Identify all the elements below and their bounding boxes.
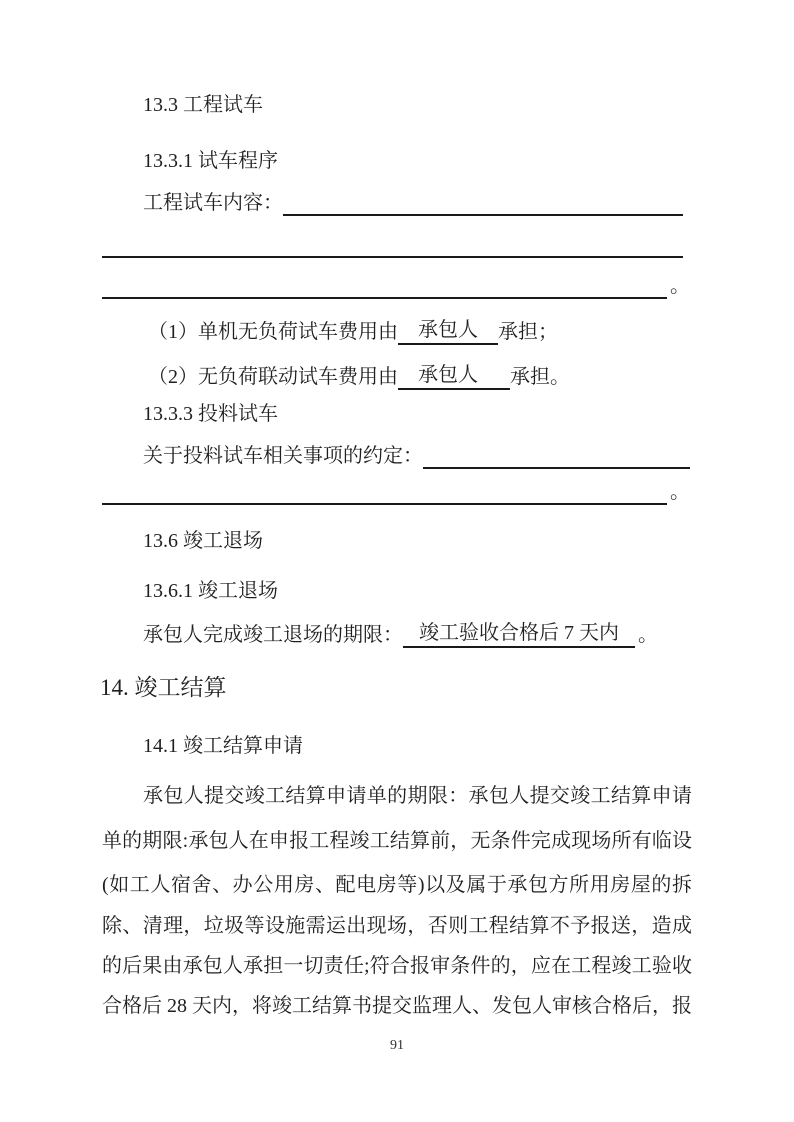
blank-continuation-line-2 — [102, 273, 667, 299]
settlement-paragraph-line: 单的期限:承包人在申报工程竣工结算前，无条件完成现场所有临设 — [102, 830, 692, 852]
item-2-filled-value: 承包人 — [398, 362, 510, 390]
blank-line-2-period: 。 — [670, 275, 690, 297]
heading-13-3-3: 13.3.3 投料试车 — [143, 403, 278, 425]
heading-13-3-1: 13.3.1 试车程序 — [143, 150, 278, 172]
blank-continuation-line-3 — [102, 479, 667, 505]
item-1-suffix: 承担； — [498, 321, 558, 343]
settlement-paragraph-line: (如工人宿舍、办公用房、配电房等)以及属于承包方所用房屋的拆 — [102, 874, 692, 896]
exit-deadline-period: 。 — [638, 624, 658, 646]
linked-test-cost-row — [148, 362, 570, 390]
test-content-blank-field — [283, 190, 683, 216]
test-content-label: 工程试车内容： — [143, 192, 283, 214]
settlement-paragraph-line: 承包人提交竣工结算申请单的期限：承包人提交竣工结算申请 — [143, 785, 692, 807]
blank-line-3-period: 。 — [670, 481, 690, 503]
settlement-paragraph-line: 的后果由承包人承担一切责任;符合报审条件的，应在工程竣工验收 — [102, 955, 692, 977]
page-number: 91 — [390, 1038, 404, 1053]
heading-14-1: 14.1 竣工结算申请 — [143, 735, 303, 757]
settlement-paragraph-line: 除、清理，垃圾等设施需运出现场，否则工程结算不予报送，造成 — [102, 915, 692, 937]
single-machine-test-cost-row — [148, 317, 558, 345]
item-1-filled-value: 承包人 — [398, 317, 498, 345]
item-2-prefix: （2）无负荷联动试车费用由 — [148, 366, 398, 388]
exit-deadline-prefix: 承包人完成竣工退场的期限： — [143, 624, 403, 646]
feed-test-blank-field — [423, 443, 690, 469]
item-1-prefix: （1）单机无负荷试车费用由 — [148, 321, 398, 343]
exit-deadline-filled-value: 竣工验收合格后 7 天内 — [403, 620, 635, 648]
heading-13-6-1: 13.6.1 竣工退场 — [143, 580, 278, 602]
heading-14: 14. 竣工结算 — [100, 675, 227, 700]
feed-test-label: 关于投料试车相关事项的约定： — [143, 445, 423, 467]
item-2-suffix: 承担。 — [510, 366, 570, 388]
exit-deadline-row — [143, 620, 658, 648]
blank-continuation-row-2 — [102, 273, 690, 299]
test-content-row — [143, 190, 683, 216]
heading-13-3: 13.3 工程试车 — [143, 94, 263, 116]
heading-13-6: 13.6 竣工退场 — [143, 530, 263, 552]
settlement-paragraph-line: 合格后 28 天内，将竣工结算书提交监理人、发包人审核合格后，报 — [102, 995, 692, 1017]
blank-continuation-line-1 — [102, 232, 683, 258]
blank-continuation-row-3 — [102, 479, 690, 505]
feed-test-row — [143, 443, 690, 469]
